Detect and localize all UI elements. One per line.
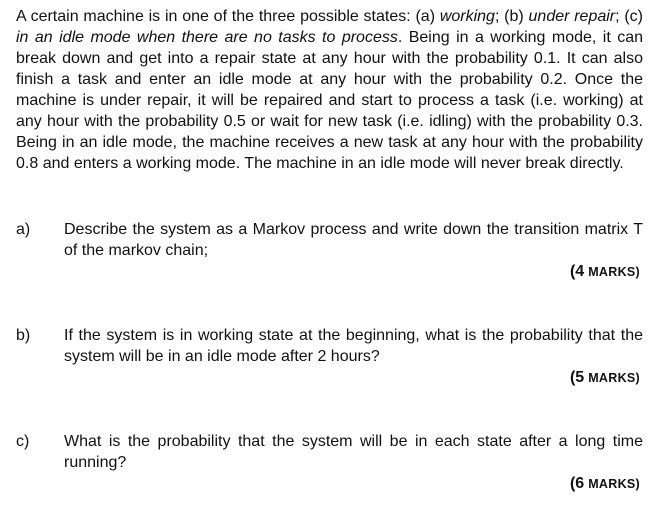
state-idle: in an idle mode when there are no tasks to process (16, 29, 398, 46)
question-label: c) (16, 433, 30, 450)
intro-text-2: ; (b) (494, 8, 529, 25)
marks-word: MARKS) (588, 371, 640, 385)
marks-value: (5 (569, 369, 585, 386)
problem-statement (16, 6, 643, 174)
marks-label (570, 367, 640, 389)
intro-text-3: ; (c) (615, 8, 644, 25)
state-under-repair: under repair (528, 8, 616, 25)
marks-word: MARKS) (588, 265, 640, 279)
marks-value: (6 (569, 475, 585, 492)
marks-label (570, 261, 640, 283)
question-text: What is the probability that the system will be in each state after a long time running? (64, 433, 643, 471)
marks-label (570, 473, 640, 495)
question-label: a) (16, 221, 31, 238)
question-label: b) (16, 327, 31, 344)
intro-text-1: A certain machine is in one of the three possible states: (a) (16, 8, 440, 25)
intro-text-4: . Being in a working mode, it can break down and get into a repair state at any hour with the probability 0.1. It can also finish a task and enter an idle mode at any hour with the probability 0.2. Once the machine is under repair, it will be repaired and start to process a task (i.e. working) at any hour with the probability 0.5 or wait for new task (i.e. idling) with the probability 0.3. Being in an idle mode, the machine receives a new task at any hour with the probability 0.8 and enters a working mode. The machine in an idle mode will never break directly. (16, 29, 644, 172)
state-working: working (439, 8, 495, 25)
marks-value: (4 (569, 263, 585, 280)
question-text: If the system is in working state at the beginning, what is the probability that the system will be in an idle mode after 2 hours? (64, 327, 643, 365)
question-text: Describe the system as a Markov process and write down the transition matrix T of the markov chain; (64, 221, 643, 259)
marks-word: MARKS) (588, 477, 640, 491)
